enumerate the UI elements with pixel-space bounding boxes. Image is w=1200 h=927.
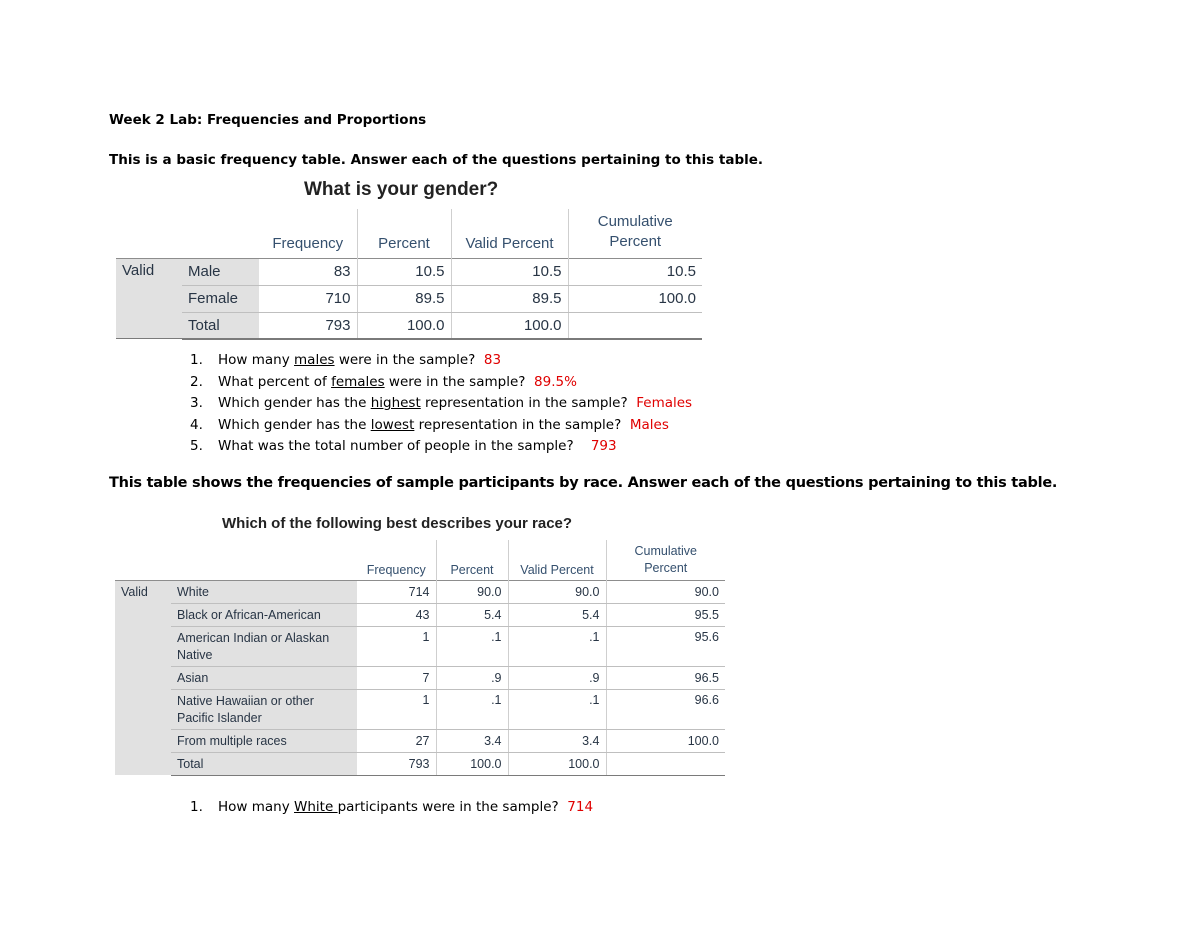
- cell-cumulative-percent: 90.0: [606, 580, 725, 603]
- row-label: American Indian or Alaskan Native: [171, 626, 357, 666]
- gender-question-list: [190, 350, 692, 458]
- cell-frequency: 793: [357, 752, 436, 775]
- cell-frequency: 793: [259, 312, 357, 339]
- cell-frequency: 1: [357, 689, 436, 729]
- cell-valid-percent: .1: [508, 689, 606, 729]
- cell-frequency: 7: [357, 666, 436, 689]
- cell-valid-percent: 5.4: [508, 603, 606, 626]
- table-row: [115, 752, 725, 775]
- question-item: 1. How many males were in the sample? 83: [190, 352, 502, 368]
- question-item: 1. How many White participants were in the sample? 714: [190, 799, 594, 815]
- race-frequency-table: [115, 540, 725, 776]
- table-row: [115, 666, 725, 689]
- race-header-cumulative-percent: Cumulative Percent: [606, 540, 725, 580]
- cell-cumulative-percent: 95.5: [606, 603, 725, 626]
- cell-valid-percent: 10.5: [451, 258, 568, 285]
- row-label: Black or African-American: [171, 603, 357, 626]
- answer-text: Males: [629, 416, 669, 433]
- valid-label: Valid: [116, 258, 182, 339]
- cell-valid-percent: .1: [508, 626, 606, 666]
- cell-valid-percent: 100.0: [451, 312, 568, 339]
- race-intro-text: This table shows the frequencies of sample participants by race. Answer each of the questions pertaining to this table.: [109, 475, 1058, 491]
- gender-header-percent: Percent: [357, 209, 451, 258]
- question-item: 2. What percent of females were in the sample? 89.5%: [190, 373, 577, 390]
- gender-frequency-table: [116, 209, 702, 340]
- cell-frequency: 714: [357, 580, 436, 603]
- race-header-percent: Percent: [436, 540, 508, 580]
- cell-percent: .1: [436, 689, 508, 729]
- table-row: [116, 258, 702, 285]
- cell-frequency: 83: [259, 258, 357, 285]
- gender-header-cumulative-percent: Cumulative Percent: [568, 209, 702, 258]
- table-row: [115, 689, 725, 729]
- table-row: [116, 285, 702, 312]
- race-table-title: Which of the following best describes your race?: [222, 515, 573, 532]
- cell-cumulative-percent: 95.6: [606, 626, 725, 666]
- gender-header-valid-percent: Valid Percent: [451, 209, 568, 258]
- answer-text: 793: [590, 438, 617, 455]
- answer-text: 89.5%: [534, 373, 577, 390]
- row-label: Total: [182, 312, 259, 339]
- table-row: [115, 603, 725, 626]
- cell-valid-percent: 90.0: [508, 580, 606, 603]
- gender-header-frequency: Frequency: [272, 234, 344, 252]
- table-bottom-rule: [116, 338, 702, 339]
- cell-percent: 10.5: [357, 258, 451, 285]
- row-label: Total: [171, 752, 357, 775]
- race-question-list: [190, 797, 593, 819]
- cell-cumulative-percent: [606, 752, 725, 775]
- cell-percent: .1: [436, 626, 508, 666]
- row-label: Asian: [171, 666, 357, 689]
- document-title: Week 2 Lab: Frequencies and Proportions: [109, 112, 427, 128]
- row-label: White: [171, 580, 357, 603]
- question-item: 4. Which gender has the lowest representation in the sample? Males: [190, 416, 669, 433]
- gender-intro-text: This is a basic frequency table. Answer each of the questions pertaining to this table.: [109, 152, 764, 168]
- cell-percent: 3.4: [436, 729, 508, 752]
- cell-cumulative-percent: 96.6: [606, 689, 725, 729]
- cell-cumulative-percent: 10.5: [568, 258, 702, 285]
- table-row: [115, 580, 725, 603]
- cell-frequency: 1: [357, 626, 436, 666]
- race-header-valid-percent: Valid Percent: [508, 540, 606, 580]
- question-item: 5. What was the total number of people in the sample? 793: [190, 438, 617, 455]
- row-label: From multiple races: [171, 729, 357, 752]
- cell-cumulative-percent: 96.5: [606, 666, 725, 689]
- cell-valid-percent: 3.4: [508, 729, 606, 752]
- cell-frequency: 43: [357, 603, 436, 626]
- cell-cumulative-percent: 100.0: [606, 729, 725, 752]
- cell-percent: 89.5: [357, 285, 451, 312]
- row-label: Female: [182, 285, 259, 312]
- cell-percent: 100.0: [357, 312, 451, 339]
- table-row: [115, 729, 725, 752]
- cell-cumulative-percent: [568, 312, 702, 339]
- table-row: [115, 626, 725, 666]
- cell-valid-percent: 100.0: [508, 752, 606, 775]
- cell-percent: .9: [436, 666, 508, 689]
- question-item: 3. Which gender has the highest representation in the sample? Females: [190, 395, 693, 412]
- cell-valid-percent: 89.5: [451, 285, 568, 312]
- cell-percent: 5.4: [436, 603, 508, 626]
- cell-frequency: 27: [357, 729, 436, 752]
- gender-table-title: What is your gender?: [304, 179, 499, 200]
- cell-frequency: 710: [259, 285, 357, 312]
- row-label: Native Hawaiian or other Pacific Islander: [171, 689, 357, 729]
- cell-percent: 90.0: [436, 580, 508, 603]
- race-header-frequency: Frequency: [366, 562, 426, 577]
- valid-label: Valid: [115, 580, 171, 775]
- table-row: [116, 312, 702, 339]
- cell-cumulative-percent: 100.0: [568, 285, 702, 312]
- answer-text: Females: [636, 395, 693, 412]
- cell-valid-percent: .9: [508, 666, 606, 689]
- row-label: Male: [182, 258, 259, 285]
- answer-text: 83: [483, 352, 502, 368]
- answer-text: 714: [567, 799, 594, 815]
- cell-percent: 100.0: [436, 752, 508, 775]
